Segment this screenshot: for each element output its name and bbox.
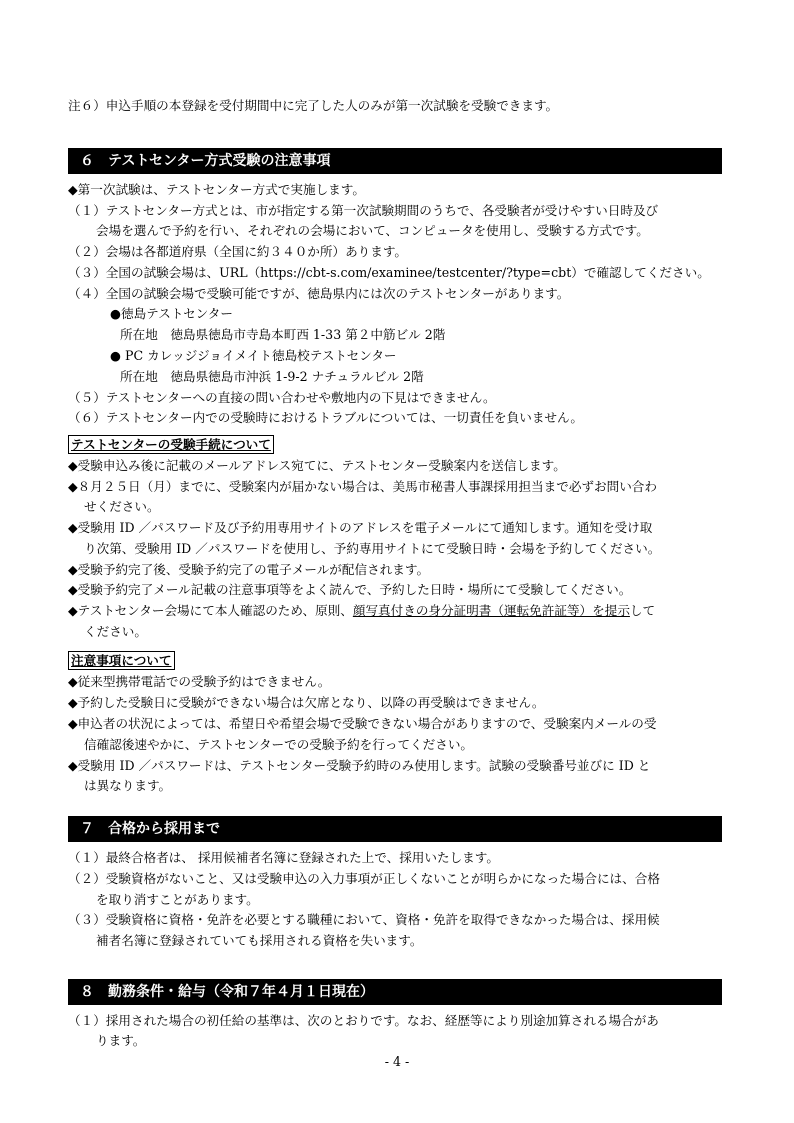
test-center-name: ● PC カレッジジョイメイト徳島校テストセンター xyxy=(110,348,397,363)
notes-line: は異なります。 xyxy=(84,778,172,793)
id-line-underlined: 顔写真付きの身分証明書（運転免許証等）を提示 xyxy=(352,603,630,618)
note-6: 注６）申込手順の本登録を受付期間中に完了した人のみが第一次試験を受験できます。 xyxy=(68,98,559,113)
procedure-line: ください。 xyxy=(84,624,147,639)
test-center-address: 所在地 徳島県徳島市沖浜 1-9-2 ナチュラルビル 2階 xyxy=(120,369,424,384)
notes-line: ◆申込者の状況によっては、希望日や希望会場で受験できない場合がありますので、受験案内メールの受 xyxy=(68,716,657,731)
test-center-address: 所在地 徳島県徳島市寺島本町西 1-33 第２中筋ビル 2階 xyxy=(120,327,446,342)
section-6-line: 会場を選んで予約を行い、それぞれの会場において、コンピュータを使用し、受験する方式です。 xyxy=(96,223,649,238)
procedure-heading: テストセンターの受験手続について xyxy=(68,435,274,454)
section-7-line: （１）最終合格者は、 採用候補者名簿に登録された上で、採用いたします。 xyxy=(68,850,499,865)
notes-line: ◆従来型携帯電話での受験予約はできません。 xyxy=(68,674,331,689)
procedure-line: ◆８月２５日（月）までに、受験案内が届かない場合は、美馬市秘書人事課採用担当まで必ずお問い合わ xyxy=(68,479,657,494)
procedure-line: ◆受験予約完了後、受験予約完了の電子メールが配信されます。 xyxy=(68,562,430,577)
section-7-line: 補者名簿に登録されていても採用される資格を失います。 xyxy=(96,933,423,948)
section-6-line: （３）全国の試験会場は、URL（https://cbt-s.com/examinee/testcenter/?type=cbt）で確認してください。 xyxy=(68,265,710,280)
notes-heading: 注意事項について xyxy=(68,651,175,670)
procedure-line: ◆受験予約完了メール記載の注意事項等をよく読んで、予約した日時・場所にて受験してください。 xyxy=(68,582,632,597)
section-6-line: ◆第一次試験は、テストセンター方式で実施します。 xyxy=(68,182,365,197)
section-8-line: （１）採用された場合の初任給の基準は、次のとおりです。なお、経歴等により別途加算される場合があ xyxy=(68,1013,659,1028)
page-number: - 4 - xyxy=(384,1054,410,1069)
test-center-name: ●徳島テストセンター xyxy=(110,306,233,321)
section-7-line: （２）受験資格がないこと、又は受験申込の入力事項が正しくないことが明らかになった場合には、合格 xyxy=(68,871,660,886)
procedure-line: せください。 xyxy=(84,499,160,514)
section-6-line: （５）テストセンターへの直接の問い合わせや敷地内の下見はできません。 xyxy=(68,390,496,405)
id-line-suffix: して xyxy=(629,603,656,618)
id-line-prefix: ◆テストセンター会場にて本人確認のため、原則、 xyxy=(68,603,353,618)
notes-line: ◆受験用 ID ／パスワードは、テストセンター受験予約時のみ使用します。試験の受験番号並びに ID と xyxy=(68,758,651,773)
procedure-id-line xyxy=(68,601,728,621)
procedure-line: ◆受験申込み後に記載のメールアドレス宛てに、テストセンター受験案内を送信します。 xyxy=(68,458,566,473)
section-8-header: ８ 勤務条件・給与（令和７年４月１日現在） xyxy=(68,979,722,1005)
notes-line: 信確認後速やかに、テストセンターでの受験予約を行ってください。 xyxy=(84,737,474,752)
section-6-line: （４）全国の試験会場で受験可能ですが、徳島県内には次のテストセンターがあります。 xyxy=(68,286,570,301)
section-8-line: ります。 xyxy=(96,1033,146,1048)
section-7-line: を取り消すことがあります。 xyxy=(96,892,259,907)
notes-line: ◆予約した受験日に受験ができない場合は欠席となり、以降の再受験はできません。 xyxy=(68,695,545,710)
section-7-line: （３）受験資格に資格・免許を必要とする職種において、資格・免許を取得できなかった場合は、採用候 xyxy=(68,912,660,927)
procedure-line: ◆受験用 ID ／パスワード及び予約用専用サイトのアドレスを電子メールにて通知します。通知を受け取 xyxy=(68,520,653,535)
section-6-header: ６ テストセンター方式受験の注意事項 xyxy=(68,148,722,174)
section-6-line: （６）テストセンター内での受験時におけるトラブルについては、一切責任を負いません。 xyxy=(68,410,583,425)
section-6-line: （２）会場は各都道府県（全国に約３４０か所）あります。 xyxy=(68,244,408,259)
section-7-header: ７ 合格から採用まで xyxy=(68,816,722,842)
procedure-line: り次第、受験用 ID ／パスワードを使用し、予約専用サイトにて受験日時・会場を予約してください。 xyxy=(84,541,661,556)
section-6-line: （１）テストセンター方式とは、市が指定する第一次試験期間のうちで、各受験者が受けやすい日時及び xyxy=(68,203,659,218)
